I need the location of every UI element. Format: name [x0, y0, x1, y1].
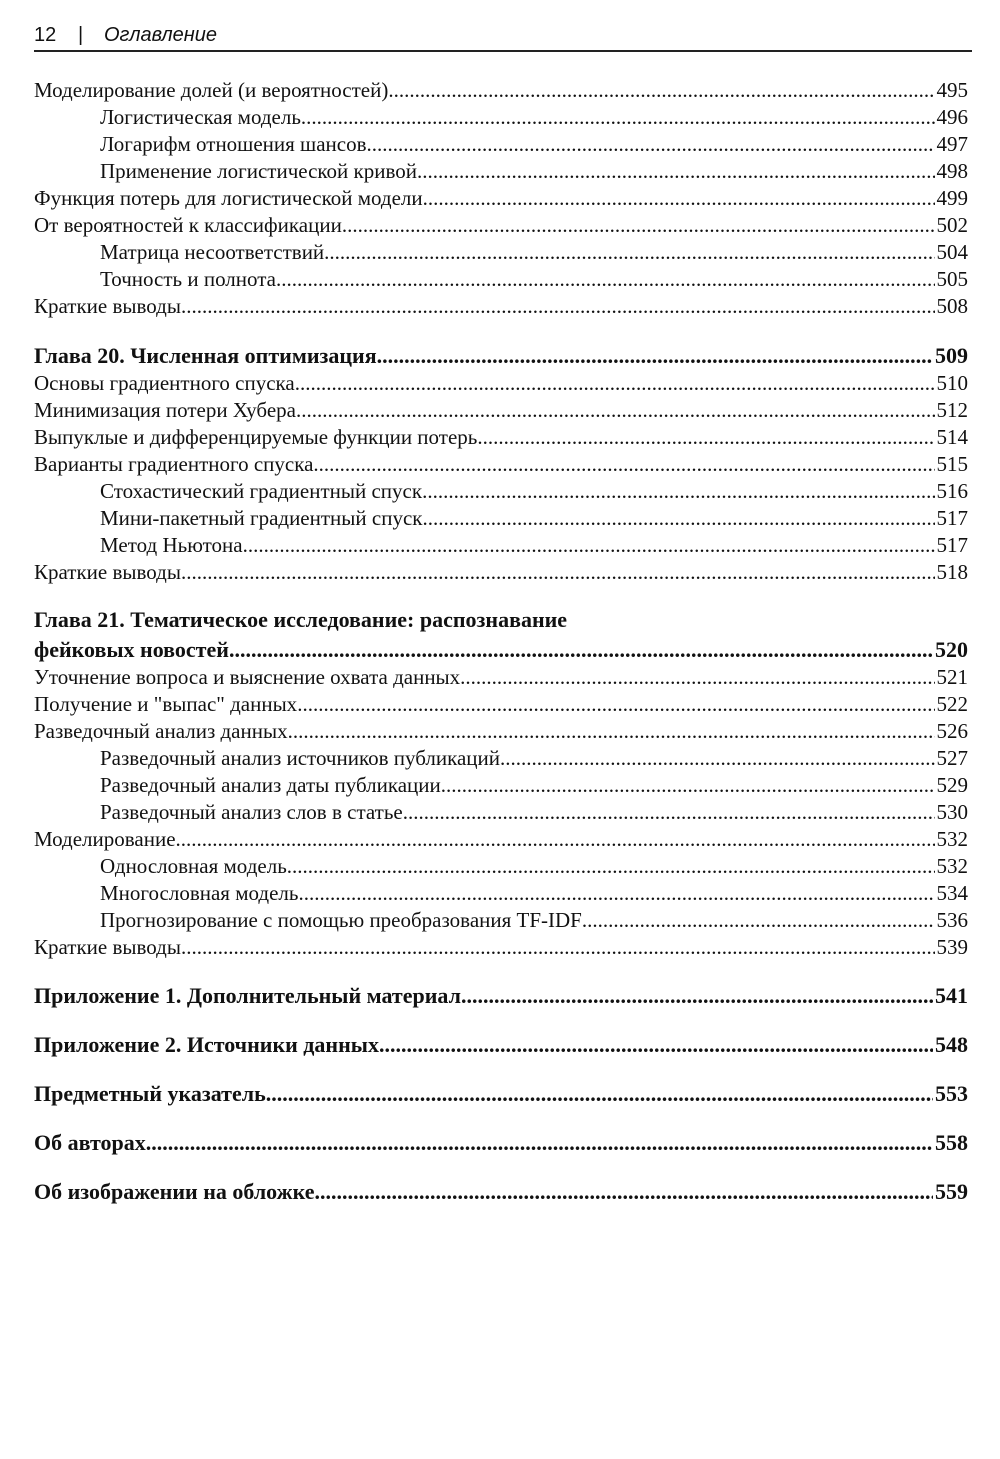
toc-entry[interactable]: Разведочный анализ данных ..... 526 [34, 719, 968, 746]
toc-entry[interactable]: Уточнение вопроса и выяснение охвата данных ..... 521 [34, 665, 968, 692]
toc-subject-index[interactable]: Предметный указатель ..... 553 [34, 1081, 968, 1109]
toc-entry[interactable]: Функция потерь для логистической модели ..... 499 [34, 186, 968, 213]
toc-entry[interactable]: Матрица несоответствий ..... 504 [34, 240, 968, 267]
toc-entry[interactable]: Разведочный анализ даты публикации ..... 529 [34, 773, 968, 800]
page-number: 12 [34, 24, 57, 46]
toc-appendix-1[interactable]: Приложение 1. Дополнительный материал ..... 541 [34, 983, 968, 1011]
toc-entry[interactable]: Разведочный анализ слов в статье ..... 530 [34, 800, 968, 827]
toc-chapter-21-title[interactable]: Глава 21. Тематическое исследование: распознавание [34, 607, 568, 632]
toc-entry[interactable]: Краткие выводы ..... 539 [34, 935, 968, 962]
toc-entry[interactable]: Логарифм отношения шансов ..... 497 [34, 132, 968, 159]
toc-entry[interactable]: От вероятностей к классификации ..... 502 [34, 213, 968, 240]
toc-entry[interactable]: Однословная модель ..... 532 [34, 854, 968, 881]
toc-entry[interactable]: Применение логистической кривой ..... 498 [34, 159, 968, 186]
toc-entry[interactable]: Моделирование ..... 532 [34, 827, 968, 854]
toc-entry[interactable]: Точность и полнота ..... 505 [34, 267, 968, 294]
toc-entry[interactable]: Мини-пакетный градиентный спуск ..... 517 [34, 506, 968, 533]
running-header [34, 20, 972, 52]
toc-entry[interactable]: Многословная модель ..... 534 [34, 881, 968, 908]
header-separator: | [78, 24, 84, 46]
toc-entry[interactable]: Моделирование долей (и вероятностей) ..... 495 [34, 78, 968, 105]
toc-chapter-21[interactable]: фейковых новостей ..... 520 [34, 637, 968, 665]
toc-chapter-20[interactable]: Глава 20. Численная оптимизация ..... 509 [34, 343, 968, 371]
toc-entry[interactable]: Прогнозирование с помощью преобразования TF-IDF ..... 536 [34, 908, 968, 935]
toc-entry[interactable]: Логистическая модель ..... 496 [34, 105, 968, 132]
toc-entry[interactable]: Краткие выводы ..... 508 [34, 294, 968, 321]
table-of-contents [34, 78, 968, 1207]
toc-entry[interactable]: Получение и "выпас" данных ..... 522 [34, 692, 968, 719]
toc-about-cover[interactable]: Об изображении на обложке ..... 559 [34, 1179, 968, 1207]
toc-entry[interactable]: Минимизация потери Хубера ..... 512 [34, 398, 968, 425]
toc-about-authors[interactable]: Об авторах ..... 558 [34, 1130, 968, 1158]
toc-entry[interactable]: Выпуклые и дифференцируемые функции потерь ..... 514 [34, 425, 968, 452]
toc-appendix-2[interactable]: Приложение 2. Источники данных ..... 548 [34, 1032, 968, 1060]
toc-entry[interactable]: Стохастический градиентный спуск ..... 516 [34, 479, 968, 506]
toc-entry[interactable]: Варианты градиентного спуска ..... 515 [34, 452, 968, 479]
toc-entry[interactable]: Разведочный анализ источников публикаций ..... 527 [34, 746, 968, 773]
toc-entry[interactable]: Метод Ньютона ..... 517 [34, 533, 968, 560]
toc-entry[interactable]: Краткие выводы ..... 518 [34, 560, 968, 587]
header-section-title: Оглавление [104, 24, 218, 46]
toc-entry[interactable]: Основы градиентного спуска ..... 510 [34, 371, 968, 398]
